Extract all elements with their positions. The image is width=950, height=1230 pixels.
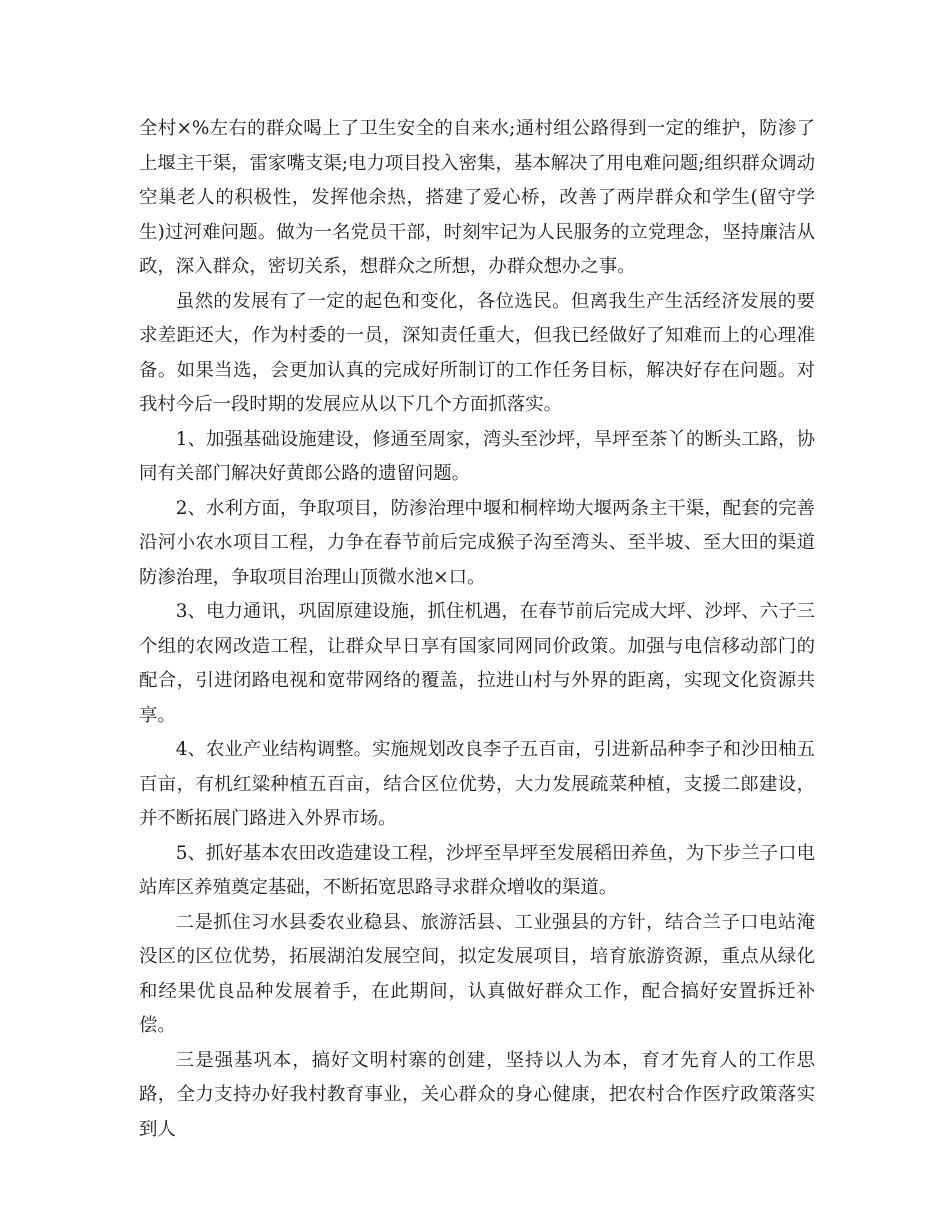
document-body — [139, 112, 815, 1147]
paragraph-item-2-water: 2、水利方面，争取项目，防渗治理中堰和桐梓坳大堰两条主干渠，配套的完善沿河小农水项目工程，力争在春节前后完成猴子沟至湾头、至半坡、至大田的渠道防渗治理，争取项目治理山顶微水池×口。 — [139, 497, 815, 588]
paragraph-item-1-infrastructure: 1、加强基础设施建设，修通至周家，湾头至沙坪，旱坪至茶丫的断头工路，协同有关部门解决好黄郎公路的遗留问题。 — [139, 428, 815, 484]
paragraph-item-4-agriculture: 4、农业产业结构调整。实施规划改良李子五百亩，引进新品种李子和沙田柚五百亩，有机红粱种植五百亩，结合区位优势，大力发展疏菜种植，支援二郎建设，并不断拓展门路进入外界市场。 — [139, 739, 815, 829]
paragraph-second-point: 二是抓住习水县委农业稳县、旅游活县、工业强县的方针，结合兰子口电站淹没区的区位优势，拓展湖泊发展空间，拟定发展项目，培育旅游资源，重点从绿化和经果优良品种发展着手，在此期间，认真做好群众工作，配合搞好安置拆迁补偿。 — [139, 911, 815, 1036]
paragraph-item-3-power-telecom: 3、电力通讯，巩固原建设施，抓住机遇，在春节前后完成大坪、沙坪、六子三个组的农网改造工程，让群众早日享有国家同网同价政策。加强与电信移动部门的配合，引进闭路电视和宽带网络的覆盖，拉进山村与外界的距离，实现文化资源共享。 — [139, 601, 815, 726]
paragraph-item-5-farmland: 5、抓好基本农田改造建设工程，沙坪至旱坪至发展稻田养鱼，为下步兰子口电站库区养殖奠定基础，不断拓宽思路寻求群众增收的渠道。 — [139, 842, 815, 898]
paragraph-continued: 全村×%左右的群众喝上了卫生安全的自来水;通村组公路得到一定的维护，防渗了上堰主干渠，雷家嘴支渠;电力项目投入密集，基本解决了用电难问题;组织群众调动空巢老人的积极性，发挥他余热，搭建了爱心桥，改善了两岸群众和学生(留守学生)过河难问题。做为一名党员干部，时刻牢记为人民服务的立党理念，坚持廉洁从政，深入群众，密切关系，想群众之所想，办群众想办之事。 — [139, 118, 815, 277]
paragraph-development-gap: 虽然的发展有了一定的起色和变化，各位选民。但离我生产生活经济发展的要求差距还大，作为村委的一员，深知责任重大，但我已经做好了知难而上的心理准备。如果当选，会更加认真的完成好所制订的工作任务目标，解决好存在问题。对我村今后一段时期的发展应从以下几个方面抓落实。 — [139, 290, 815, 415]
paragraph-third-point: 三是强基巩本，搞好文明村寨的创建，坚持以人为本，育才先育人的工作思路，全力支持办好我村教育事业，关心群众的身心健康，把农村合作医疗政策落实到人 — [139, 1049, 815, 1140]
